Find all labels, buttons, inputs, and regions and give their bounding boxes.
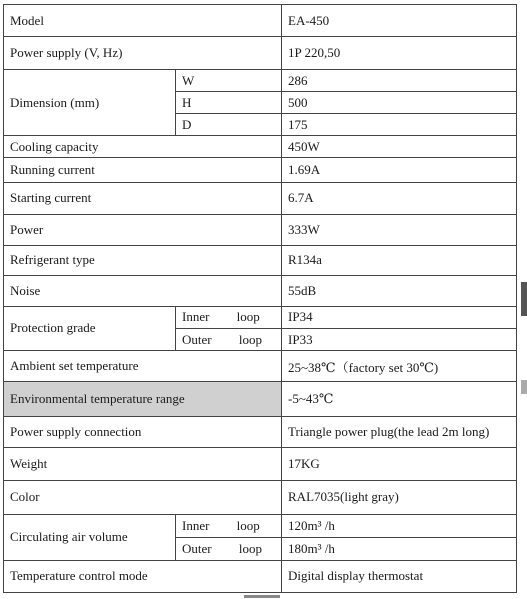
sub-protection-inner: Inner loop bbox=[176, 306, 282, 328]
label-protection-grade: Protection grade bbox=[4, 306, 176, 350]
label-running-current: Running current bbox=[4, 158, 282, 182]
label-temperature-control-mode: Temperature control mode bbox=[4, 560, 282, 592]
value-temperature-control-mode: Digital display thermostat bbox=[282, 560, 517, 592]
value-dimension-w: 286 bbox=[282, 70, 517, 92]
value-power-supply: 1P 220,50 bbox=[282, 37, 517, 70]
value-refrigerant-type: R134a bbox=[282, 245, 517, 275]
label-dimension: Dimension (mm) bbox=[4, 70, 176, 136]
value-environmental-temperature-range: -5~43℃ bbox=[282, 382, 517, 417]
label-starting-current: Starting current bbox=[4, 182, 282, 214]
row-refrigerant-type bbox=[4, 245, 517, 275]
row-temperature-control-mode bbox=[4, 560, 517, 592]
label-cooling-capacity: Cooling capacity bbox=[4, 136, 282, 158]
label-ambient-set-temperature: Ambient set temperature bbox=[4, 351, 282, 382]
label-noise: Noise bbox=[4, 275, 282, 306]
sub-air-volume-inner: Inner loop bbox=[176, 514, 282, 537]
label-model: Model bbox=[4, 5, 282, 37]
value-weight: 17KG bbox=[282, 448, 517, 481]
label-refrigerant-type: Refrigerant type bbox=[4, 245, 282, 275]
row-power-supply-connection bbox=[4, 417, 517, 448]
value-power-supply-connection: Triangle power plug(the lead 2m long) bbox=[282, 417, 517, 448]
row-noise bbox=[4, 275, 517, 306]
label-color: Color bbox=[4, 481, 282, 514]
label-circulating-air-volume: Circulating air volume bbox=[4, 514, 176, 560]
row-starting-current bbox=[4, 182, 517, 214]
value-model: EA-450 bbox=[282, 5, 517, 37]
label-power-supply: Power supply (V, Hz) bbox=[4, 37, 282, 70]
value-air-volume-outer: 180m³ /h bbox=[282, 537, 517, 560]
sub-dimension-w: W bbox=[176, 70, 282, 92]
label-power-supply-connection: Power supply connection bbox=[4, 417, 282, 448]
row-air-volume-inner bbox=[4, 514, 517, 537]
resize-handle-top bbox=[521, 282, 527, 316]
row-power-supply bbox=[4, 37, 517, 70]
value-protection-outer: IP33 bbox=[282, 328, 517, 350]
row-model bbox=[4, 5, 517, 37]
value-running-current: 1.69A bbox=[282, 158, 517, 182]
sub-dimension-h: H bbox=[176, 92, 282, 114]
value-air-volume-inner: 120m³ /h bbox=[282, 514, 517, 537]
value-noise: 55dB bbox=[282, 275, 517, 306]
value-dimension-h: 500 bbox=[282, 92, 517, 114]
sub-dimension-d: D bbox=[176, 114, 282, 136]
row-power bbox=[4, 214, 517, 245]
row-running-current bbox=[4, 158, 517, 182]
row-weight bbox=[4, 448, 517, 481]
value-color: RAL7035(light gray) bbox=[282, 481, 517, 514]
resize-handle-bottom bbox=[244, 595, 280, 598]
spec-table bbox=[3, 4, 517, 593]
value-protection-inner: IP34 bbox=[282, 306, 517, 328]
label-environmental-temperature-range: Environmental temperature range bbox=[4, 382, 282, 417]
row-color bbox=[4, 481, 517, 514]
row-cooling-capacity bbox=[4, 136, 517, 158]
value-ambient-set-temperature: 25~38℃（factory set 30℃) bbox=[282, 351, 517, 382]
value-dimension-d: 175 bbox=[282, 114, 517, 136]
sub-protection-outer: Outer loop bbox=[176, 328, 282, 350]
row-dimension-w bbox=[4, 70, 517, 92]
row-environmental-temperature-range bbox=[4, 382, 517, 417]
value-power: 333W bbox=[282, 214, 517, 245]
row-ambient-set-temperature bbox=[4, 351, 517, 382]
value-starting-current: 6.7A bbox=[282, 182, 517, 214]
label-power: Power bbox=[4, 214, 282, 245]
resize-handle-mid bbox=[521, 380, 527, 394]
row-protection-inner bbox=[4, 306, 517, 328]
value-cooling-capacity: 450W bbox=[282, 136, 517, 158]
sub-air-volume-outer: Outer loop bbox=[176, 537, 282, 560]
label-weight: Weight bbox=[4, 448, 282, 481]
